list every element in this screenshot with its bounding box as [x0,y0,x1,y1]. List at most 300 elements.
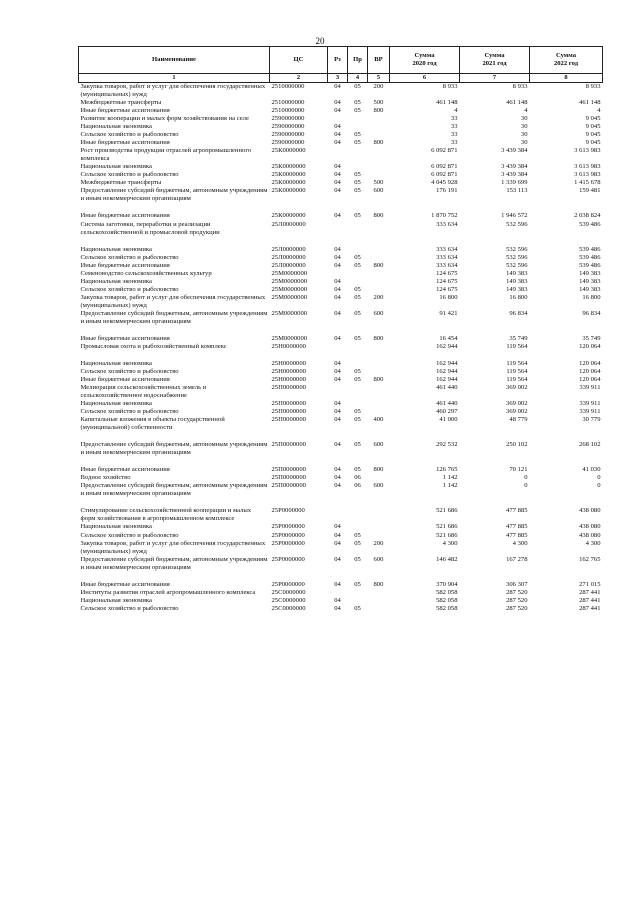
row-pr-cell: 05 [354,604,361,612]
table-row [79,294,603,310]
row-sum-2021-cell: 4 [524,107,528,115]
row-sum-2020-cell: 33 [450,131,458,139]
row-pr-cell [348,163,368,171]
row-sum-2022-cell: 149 383 [579,269,601,277]
row-name-cell: Сельское хозяйство и рыболовство [80,604,179,612]
table-row [79,171,603,179]
row-name-cell: Сельское хозяйство и рыболовство [80,531,179,539]
row-cs-cell: 2590000000 [271,115,305,123]
row-name-cell: Предоставление субсидий бюджетным, автономным учреждениям и иным некоммерческим организациям [80,309,268,325]
row-sum-2021-cell: 30 [520,131,528,139]
row-rz-cell: 04 [334,309,341,317]
row-sum-2021-cell: 477 885 [506,531,528,539]
row-sum-2020-cell: 6 092 871 [431,147,458,155]
row-rz-cell: 04 [334,212,341,220]
row-spacer-cell [79,432,603,441]
row-sum-2021-cell: 8 933 [512,83,528,90]
row-sum-2022-cell: 287 441 [579,588,601,596]
row-sum-2020-cell: 41 000 [439,416,458,424]
row-rz-cell: 04 [334,555,341,563]
row-sum-2022-cell: 159 481 [579,187,601,195]
row-spacer [79,237,603,246]
row-vr-cell [368,270,390,278]
row-sum-2021-cell: 3 439 384 [501,147,528,155]
row-rz-cell: 04 [334,539,341,547]
row-cs-cell: 25Р0000000 [271,539,305,547]
row-spacer [79,498,603,507]
row-cs-cell: 25Р0000000 [271,507,305,515]
row-cs-cell: 25Л0000000 [271,245,306,253]
row-pr-cell: 05 [354,99,361,107]
row-cs-cell: 25С0000000 [271,596,306,604]
table-row [79,131,603,139]
row-sum-2020-cell: 176 191 [436,187,458,195]
row-vr-cell [368,123,390,131]
row-name-cell: Водное хозяйство [80,474,131,482]
row-cs-cell: 25П0000000 [271,408,306,416]
row-cs-cell: 2590000000 [271,139,305,147]
row-cs-cell: 25М0000000 [271,277,308,285]
row-name-cell: Закупка товаров, работ и услуг для обеспечения государственных (муниципальных) нужд [80,83,266,99]
table-header-row [79,47,603,74]
row-cs-cell: 25Л0000000 [271,261,306,269]
row-sum-2022-cell: 287 441 [579,604,601,612]
table-row [79,416,603,432]
row-vr-cell [368,532,390,540]
row-vr-cell [368,605,390,613]
row-pr-cell: 05 [354,555,361,563]
row-sum-2021-cell: 3 439 384 [501,171,528,179]
table-row [79,335,603,343]
row-sum-2020-cell: 333 634 [436,245,458,253]
row-pr-cell: 05 [354,539,361,547]
row-sum-2020-cell: 162 944 [436,376,458,383]
row-name-cell: Иные бюджетные ассигнования [80,261,170,269]
row-name-cell: Иные бюджетные ассигнования [80,580,170,588]
row-sum-2022-cell: 9 045 [585,139,601,147]
row-cs-cell: 25Н0000000 [271,359,306,367]
row-name-cell: Предоставление субсидий бюджетным, автономным учреждениям и иным некоммерческим организациям [80,555,268,571]
row-name-cell: Национальная экономика [80,359,152,367]
row-cs-cell: 25К0000000 [271,171,306,179]
row-pr-cell [348,147,368,163]
row-vr-cell: 600 [373,555,384,563]
row-name-cell: Межбюджетные трансферты [80,179,162,187]
row-sum-2021-cell: 532 596 [506,261,528,269]
row-sum-2022-cell: 9 045 [585,115,601,123]
row-sum-2022-cell: 35 749 [582,334,601,342]
row-sum-2021-cell: 369 002 [506,400,528,408]
row-rz-cell: 04 [334,123,341,131]
row-sum-2021-cell: 3 439 384 [501,163,528,171]
row-rz-cell: 04 [334,531,341,539]
row-name-cell: Закупка товаров, работ и услуг для обеспечения государственных (муниципальных) нужд [80,539,266,555]
row-sum-2020-cell: 124 675 [436,269,458,277]
row-cs-cell: 25М0000000 [271,293,308,301]
row-rz-cell: 04 [334,285,341,293]
row-sum-2021-cell: 119 564 [506,367,528,375]
row-pr-cell [348,589,368,597]
table-row [79,246,603,254]
row-cs-cell: 25М0000000 [271,309,308,317]
header-pr: Пр [348,47,368,74]
table-row [79,123,603,131]
table-row [79,270,603,278]
row-vr-cell [368,246,390,254]
header-sum-2020: Сумма 2020 год [390,47,460,74]
row-rz-cell [328,343,348,351]
row-pr-cell: 05 [354,367,361,375]
row-name-cell: Иные бюджетные ассигнования [80,466,170,474]
row-sum-2022-cell: 4 [597,107,601,115]
row-vr-cell [368,286,390,294]
row-vr-cell: 600 [373,441,384,449]
row-spacer-cell [79,498,603,507]
row-rz-cell: 04 [334,131,341,139]
row-sum-2022-cell: 539 486 [579,261,601,269]
row-pr-cell: 05 [354,139,361,147]
row-cs-cell: 25Р0000000 [271,523,305,531]
page-number: 20 [315,36,325,46]
row-sum-2020-cell: 461 148 [436,99,458,107]
row-rz-cell: 04 [334,163,341,171]
row-rz-cell: 04 [334,441,341,449]
row-spacer [79,432,603,441]
row-sum-2020-cell: 292 532 [436,441,458,449]
row-sum-2022-cell: 149 383 [579,277,601,285]
row-sum-2021-cell: 0 [524,482,528,490]
row-cs-cell: 25К0000000 [271,187,306,195]
row-vr-cell [368,589,390,597]
row-name-cell: Институты развития отраслей агропромышленного комплекса [80,588,256,596]
column-number: 6 [390,74,460,83]
table-row [79,99,603,107]
table-row [79,147,603,163]
row-pr-cell: 05 [354,376,361,383]
row-sum-2021-cell: 167 278 [506,555,528,563]
row-sum-2021-cell: 149 383 [506,285,528,293]
row-sum-2020-cell: 1 142 [442,474,458,482]
row-vr-cell: 200 [373,539,384,547]
row-pr-cell [348,360,368,368]
row-pr-cell [348,115,368,123]
row-pr-cell: 05 [354,171,361,179]
row-pr-cell: 06 [354,474,361,482]
row-name-cell: Рост производства продукции отраслей агропромышленного комплекса [80,147,252,163]
row-pr-cell [348,246,368,254]
row-vr-cell: 600 [373,309,384,317]
row-rz-cell: 04 [334,171,341,179]
row-name-cell: Развитие кооперации и малых форм хозяйствования на селе [80,115,249,123]
row-sum-2021-cell: 1 946 572 [501,212,528,220]
row-sum-2022-cell: 9 045 [585,131,601,139]
row-sum-2020-cell: 461 440 [436,384,458,392]
row-sum-2022-cell: 162 765 [579,555,601,563]
table-row [79,179,603,187]
row-sum-2022-cell: 3 613 983 [574,147,601,155]
row-pr-cell: 05 [354,285,361,293]
row-sum-2021-cell: 532 596 [506,253,528,261]
table-row [79,278,603,286]
row-sum-2021-cell: 96 834 [509,309,528,317]
row-sum-2021-cell: 461 148 [506,99,528,107]
row-name-cell: Предоставление субсидий бюджетным, автономным учреждениям и иным некоммерческим организациям [80,482,268,498]
table-row [79,139,603,147]
row-sum-2021-cell: 287 520 [506,588,528,596]
row-name-cell: Национальная экономика [80,400,152,408]
row-vr-cell [368,147,390,163]
table-row [79,540,603,556]
table-row [79,368,603,376]
row-sum-2022-cell: 287 441 [579,596,601,604]
row-cs-cell: 25Н0000000 [271,342,306,350]
row-rz-cell: 04 [334,376,341,383]
row-sum-2021-cell: 532 596 [506,220,528,228]
row-cs-cell: 25П0000000 [271,474,306,482]
row-sum-2020-cell: 16 800 [439,293,458,301]
row-sum-2022-cell: 96 834 [582,309,601,317]
row-name-cell: Национальная экономика [80,596,152,604]
row-rz-cell: 04 [334,293,341,301]
row-vr-cell [368,343,390,351]
row-sum-2020-cell: 582 058 [436,588,458,596]
row-pr-cell: 05 [354,466,361,474]
table-row [79,400,603,408]
row-rz-cell: 04 [334,261,341,269]
row-spacer-cell [79,237,603,246]
row-spacer [79,572,603,581]
row-vr-cell [368,384,390,400]
header-sum-2021: Сумма 2021 год [460,47,530,74]
row-name-cell: Сельское хозяйство и рыболовство [80,408,179,416]
row-rz-cell: 04 [334,139,341,147]
row-vr-cell: 800 [373,261,384,269]
row-sum-2021-cell: 477 885 [506,523,528,531]
table-row [79,581,603,589]
table-row [79,163,603,171]
table-row [79,187,603,203]
row-name-cell: Предоставление субсидий бюджетным, автономным учреждениям и иным некоммерческим организациям [80,441,268,457]
column-number-row [79,74,603,83]
row-sum-2021-cell: 149 383 [506,269,528,277]
row-sum-2022-cell: 339 911 [579,400,601,408]
row-sum-2021-cell: 119 564 [506,359,528,367]
row-name-cell: Капитальные вложения в объекты государственной (муниципальной) собственности [80,416,225,432]
row-spacer-cell [79,572,603,581]
row-cs-cell: 25Л0000000 [271,220,306,228]
row-sum-2021-cell: 30 [520,123,528,131]
table-row [79,408,603,416]
row-rz-cell: 04 [334,245,341,253]
row-cs-cell: 25П0000000 [271,482,306,490]
row-cs-cell: 25Р0000000 [271,580,305,588]
row-name-cell: Иные бюджетные ассигнования [80,107,170,115]
row-sum-2021-cell: 0 [524,474,528,482]
row-sum-2020-cell: 521 686 [436,531,458,539]
row-pr-cell: 05 [354,441,361,449]
table-row [79,605,603,613]
header-cs: ЦС [270,47,328,74]
row-sum-2022-cell: 120 064 [579,342,601,350]
row-sum-2022-cell: 3 613 983 [574,171,601,179]
row-pr-cell: 05 [354,107,361,115]
row-pr-cell: 05 [354,83,361,90]
table-row [79,532,603,540]
row-vr-cell [368,507,390,523]
row-rz-cell: 04 [334,99,341,107]
row-sum-2022-cell: 438 080 [579,531,601,539]
row-name-cell: Иные бюджетные ассигнования [80,334,170,342]
table-row [79,441,603,457]
row-sum-2022-cell: 539 486 [579,253,601,261]
row-pr-cell: 05 [354,253,361,261]
table-row [79,83,603,100]
row-rz-cell: 04 [334,179,341,187]
column-number: 4 [348,74,368,83]
row-rz-cell: 04 [334,596,341,604]
row-vr-cell: 800 [373,107,384,115]
row-sum-2022-cell: 16 800 [582,293,601,301]
row-sum-2022-cell: 539 486 [579,245,601,253]
row-sum-2022-cell: 4 300 [585,539,601,547]
row-pr-cell: 05 [354,408,361,416]
row-vr-cell: 800 [373,376,384,383]
row-sum-2020-cell: 460 297 [436,408,458,416]
row-sum-2021-cell: 48 779 [509,416,528,424]
row-sum-2020-cell: 33 [450,123,458,131]
row-vr-cell [368,278,390,286]
row-vr-cell: 800 [373,466,384,474]
row-sum-2022-cell: 438 080 [579,523,601,531]
row-pr-cell [348,343,368,351]
row-cs-cell: 25М0000000 [271,285,308,293]
row-pr-cell [348,507,368,523]
row-sum-2020-cell: 1 870 752 [431,212,458,220]
row-rz-cell: 04 [334,359,341,367]
row-pr-cell: 05 [354,179,361,187]
row-pr-cell: 05 [354,531,361,539]
row-vr-cell: 800 [373,580,384,588]
row-spacer [79,457,603,466]
row-sum-2020-cell: 146 482 [436,555,458,563]
table-row [79,286,603,294]
row-rz-cell: 04 [334,187,341,195]
row-spacer [79,326,603,335]
row-vr-cell [368,523,390,531]
row-vr-cell [368,408,390,416]
row-name-cell: Национальная экономика [80,523,152,531]
row-pr-cell: 05 [354,131,361,139]
row-rz-cell: 04 [334,107,341,115]
row-sum-2020-cell: 91 421 [439,309,458,317]
row-name-cell: Предоставление субсидий бюджетным, автономным учреждениям и иным некоммерческим организациям [80,187,268,203]
row-vr-cell: 800 [373,139,384,147]
row-sum-2021-cell: 369 002 [506,408,528,416]
table-row [79,384,603,400]
row-sum-2022-cell: 539 486 [579,220,601,228]
row-spacer [79,351,603,360]
table-row [79,597,603,605]
table-row [79,254,603,262]
column-number: 5 [368,74,390,83]
row-sum-2022-cell: 0 [597,474,601,482]
row-cs-cell: 25К0000000 [271,212,306,220]
row-sum-2020-cell: 521 686 [436,523,458,531]
row-name-cell: Сельское хозяйство и рыболовство [80,171,179,179]
row-rz-cell [328,384,348,400]
row-cs-cell: 25Н0000000 [271,367,306,375]
row-rz-cell [328,147,348,163]
row-cs-cell: 25П0000000 [271,441,306,449]
row-sum-2022-cell: 339 911 [579,384,601,392]
table-row [79,343,603,351]
header-sum-2022: Сумма 2022 год [530,47,603,74]
table-body [79,83,603,613]
row-sum-2021-cell: 119 564 [506,342,528,350]
row-sum-2022-cell: 268 102 [579,441,601,449]
row-pr-cell [348,523,368,531]
row-rz-cell: 04 [334,604,341,612]
row-vr-cell [368,474,390,482]
row-cs-cell: 25М0000000 [271,334,308,342]
row-sum-2020-cell: 162 944 [436,367,458,375]
row-rz-cell [328,589,348,597]
row-vr-cell [368,368,390,376]
table-row [79,310,603,326]
table-row [79,115,603,123]
row-sum-2022-cell: 2 038 824 [574,212,601,220]
row-pr-cell: 05 [354,416,361,424]
row-name-cell: Иные бюджетные ассигнования [80,212,170,220]
row-rz-cell: 04 [334,416,341,424]
row-name-cell: Семеноводство сельскохозяйственных культур [80,269,212,277]
row-name-cell: Система заготовки, переработки и реализации сельскохозяйственной и промысловой продукции [80,220,220,236]
row-sum-2021-cell: 30 [520,115,528,123]
row-name-cell: Стимулирование сельскохозяйственной кооперации и малых форм хозяйствования в агропромышленном комплексе [80,507,252,523]
row-cs-cell: 25Р0000000 [271,531,305,539]
row-pr-cell [348,384,368,400]
row-vr-cell [368,171,390,179]
row-sum-2022-cell: 149 383 [579,285,601,293]
row-pr-cell: 06 [354,482,361,490]
row-cs-cell: 25К0000000 [271,179,306,187]
row-sum-2020-cell: 16 454 [439,334,458,342]
table-row [79,376,603,384]
row-sum-2022-cell: 3 613 983 [574,163,601,171]
row-vr-cell: 600 [373,187,384,195]
row-sum-2020-cell: 8 933 [442,83,458,90]
row-name-cell: Национальная экономика [80,277,152,285]
row-rz-cell [328,221,348,237]
row-sum-2020-cell: 461 440 [436,400,458,408]
row-sum-2021-cell: 1 339 699 [501,179,528,187]
row-name-cell: Промысловая охота и рыбохозяйственный комплекс [80,342,227,350]
row-name-cell: Сельское хозяйство и рыболовство [80,367,179,375]
row-sum-2020-cell: 124 675 [436,285,458,293]
row-vr-cell: 500 [373,179,384,187]
row-spacer [79,203,603,212]
table-row [79,107,603,115]
row-sum-2020-cell: 6 092 871 [431,171,458,179]
row-sum-2020-cell: 333 634 [436,261,458,269]
row-name-cell: Сельское хозяйство и рыболовство [80,131,179,139]
row-sum-2020-cell: 4 045 928 [431,179,458,187]
row-spacer-cell [79,351,603,360]
row-pr-cell [348,270,368,278]
row-cs-cell: 25Н0000000 [271,376,306,383]
row-sum-2022-cell: 9 045 [585,123,601,131]
header-rz: Рз [328,47,348,74]
